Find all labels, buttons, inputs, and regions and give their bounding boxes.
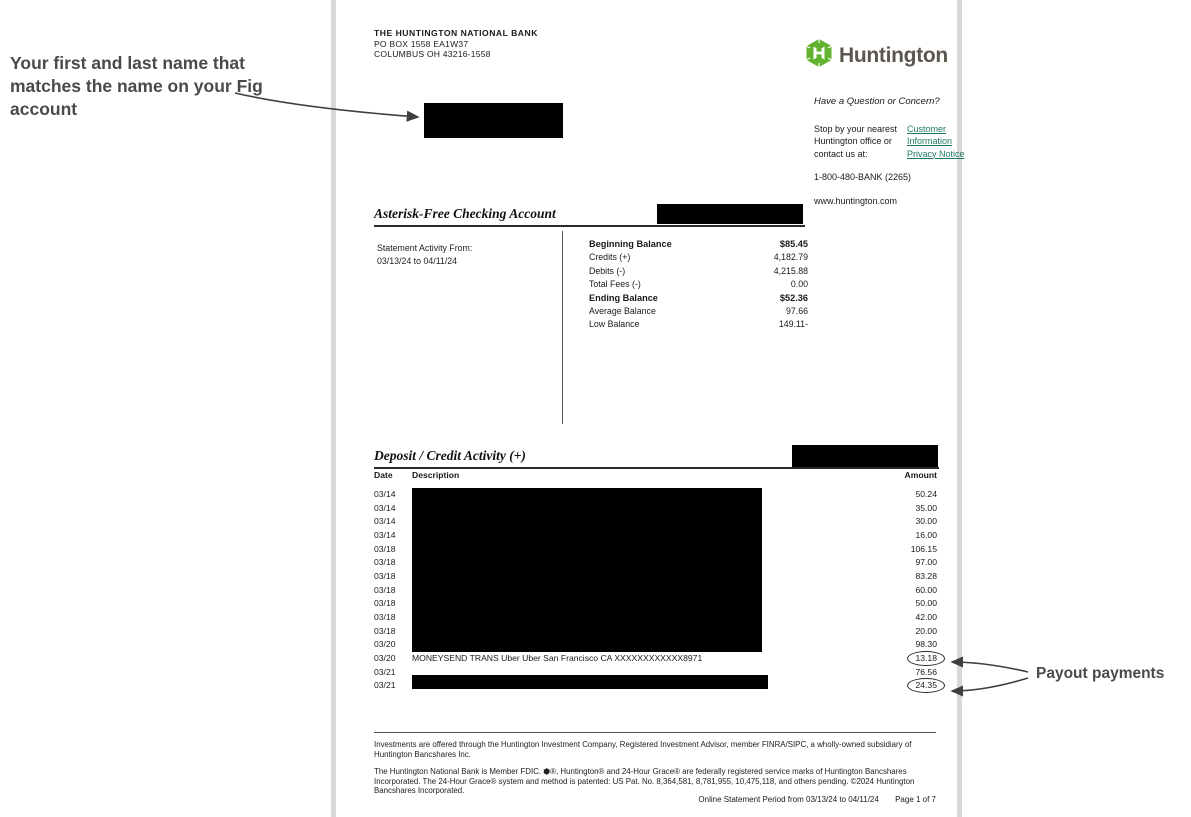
- row-date: 03/14: [374, 516, 396, 527]
- contact-intro-line: Stop by your nearest: [814, 123, 898, 134]
- summary-value: $85.45: [779, 239, 808, 249]
- row-amount: 50.00: [915, 598, 937, 609]
- row-date: 03/18: [374, 557, 396, 568]
- huntington-hexagon-icon: [804, 38, 834, 73]
- redaction-box-deposit-header: [792, 445, 938, 467]
- column-header-date: Date: [374, 470, 393, 480]
- row-date: 03/18: [374, 570, 396, 581]
- summary-label: Total Fees (-): [589, 279, 641, 290]
- contact-links: [907, 123, 979, 161]
- row-amount: 60.00: [915, 584, 937, 595]
- contact-block: [814, 96, 979, 207]
- contact-intro-line: Huntington office or: [814, 136, 892, 146]
- page-number: Page 1 of 7: [895, 795, 936, 804]
- statement-activity: [377, 242, 472, 267]
- row-amount: 24.35: [907, 678, 945, 693]
- statement-activity-range: 03/13/24 to 04/11/24: [377, 255, 458, 266]
- row-amount: 97.00: [915, 557, 937, 568]
- balance-summary: [589, 238, 808, 332]
- row-date: 03/18: [374, 543, 396, 554]
- huntington-logo: [804, 38, 948, 73]
- contact-link[interactable]: Customer Information: [907, 123, 953, 146]
- row-date: 03/21: [374, 680, 396, 691]
- row-date: 03/21: [374, 666, 396, 677]
- row-amount: 98.30: [915, 639, 937, 650]
- row-date: 03/14: [374, 502, 396, 513]
- summary-label: Average Balance: [589, 306, 656, 317]
- name-annotation-text: Your first and last name that matches the name on your Fig account: [10, 53, 263, 119]
- summary-label: Beginning Balance: [589, 239, 672, 249]
- column-header-description: Description: [412, 470, 460, 480]
- row-date: 03/20: [374, 653, 396, 664]
- statement-activity-label: Statement Activity From:: [377, 243, 473, 253]
- payout-arrow-top: [952, 662, 1028, 672]
- summary-value: 149.11-: [778, 319, 808, 330]
- summary-row: [589, 305, 808, 318]
- summary-value: 97.66: [785, 306, 808, 317]
- row-date: 03/20: [374, 639, 396, 650]
- summary-divider: [562, 231, 563, 424]
- row-description: MONEYSEND TRANS Uber Uber San Francisco CA XXXXXXXXXXXX8971: [412, 653, 703, 664]
- footer-fdic-text: The Huntington National Bank is Member FDIC. ⬢®, Huntington® and 24-Hour Grace® are federally registered service marks of Huntington Bancshares Incorporated. The 24-Hour Grace® system and method is patented: US Pat. No. 8,364,581, 8,781,955, 10,475,118, and others pending. ©2024 Huntington Bancshares Incorporated.: [374, 767, 915, 796]
- redaction-box-row-description: [412, 675, 768, 689]
- row-amount: 35.00: [915, 502, 937, 513]
- bank-phone: 1-800-480-BANK (2265): [814, 172, 912, 182]
- deposit-table-header: [374, 470, 937, 480]
- deposit-section-title: Deposit / Credit Activity (+): [374, 448, 939, 469]
- footer-investments-text: Investments are offered through the Huntington Investment Company, Registered Investment Advisor, member FINRA/SIPC, a wholly-owned subsidiary of Huntington Bancshares Inc.: [374, 740, 912, 759]
- summary-value: 4,182.79: [773, 252, 808, 263]
- column-header-amount: Amount: [904, 470, 937, 480]
- redaction-box-account-number: [657, 204, 803, 224]
- row-amount: 50.24: [915, 488, 937, 499]
- summary-row: [589, 278, 808, 291]
- statement-period: Online Statement Period from 03/13/24 to 04/11/24: [698, 795, 879, 804]
- row-date: 03/18: [374, 598, 396, 609]
- account-section-title: Asterisk-Free Checking Account: [374, 206, 805, 227]
- summary-label: Low Balance: [589, 319, 640, 330]
- footer-statement-line: [374, 795, 936, 804]
- row-amount: 42.00: [915, 612, 937, 623]
- payout-arrow-bottom: [952, 678, 1028, 691]
- row-date: 03/18: [374, 584, 396, 595]
- question-heading: Have a Question or Concern?: [814, 96, 940, 107]
- summary-row: [589, 251, 808, 264]
- contact-intro-line: contact us at:: [814, 148, 868, 159]
- redaction-box-descriptions: [412, 488, 762, 652]
- summary-label: Ending Balance: [589, 292, 658, 303]
- bank-website: www.huntington.com: [814, 195, 898, 206]
- row-amount: 20.00: [915, 625, 937, 636]
- summary-value: 4,215.88: [773, 265, 808, 276]
- summary-row: [589, 292, 808, 305]
- row-amount: 30.00: [915, 516, 937, 527]
- summary-value: 0.00: [790, 279, 808, 290]
- row-amount: 76.56: [915, 666, 937, 677]
- row-amount: 106.15: [910, 543, 937, 554]
- row-amount: 13.18: [907, 651, 945, 666]
- row-date: 03/18: [374, 612, 396, 623]
- row-amount: 16.00: [915, 529, 937, 540]
- row-date: 03/18: [374, 625, 396, 636]
- row-date: 03/14: [374, 488, 396, 499]
- summary-label: Debits (-): [589, 265, 626, 276]
- huntington-wordmark: Huntington: [839, 43, 948, 67]
- row-date: 03/14: [374, 529, 396, 540]
- contact-intro: [814, 123, 907, 161]
- summary-row: [589, 265, 808, 278]
- summary-row: [589, 318, 808, 331]
- table-row: [374, 651, 937, 665]
- summary-row: [589, 238, 808, 251]
- footer-disclosures: [374, 732, 936, 804]
- redaction-box-customer-name: [424, 103, 563, 138]
- row-amount: 83.28: [915, 570, 937, 581]
- statement-page: [331, 0, 965, 817]
- bank-address-block: [374, 28, 538, 60]
- bank-name: THE HUNTINGTON NATIONAL BANK: [374, 28, 538, 38]
- payout-annotation-text: Payout payments: [1036, 665, 1165, 682]
- summary-value: $52.36: [779, 292, 808, 303]
- bank-address-line2: COLUMBUS OH 43216-1558: [374, 49, 491, 60]
- bank-address-line1: PO BOX 1558 EA1W37: [374, 38, 469, 49]
- contact-link[interactable]: Privacy Notice: [907, 148, 965, 159]
- summary-label: Credits (+): [589, 252, 631, 263]
